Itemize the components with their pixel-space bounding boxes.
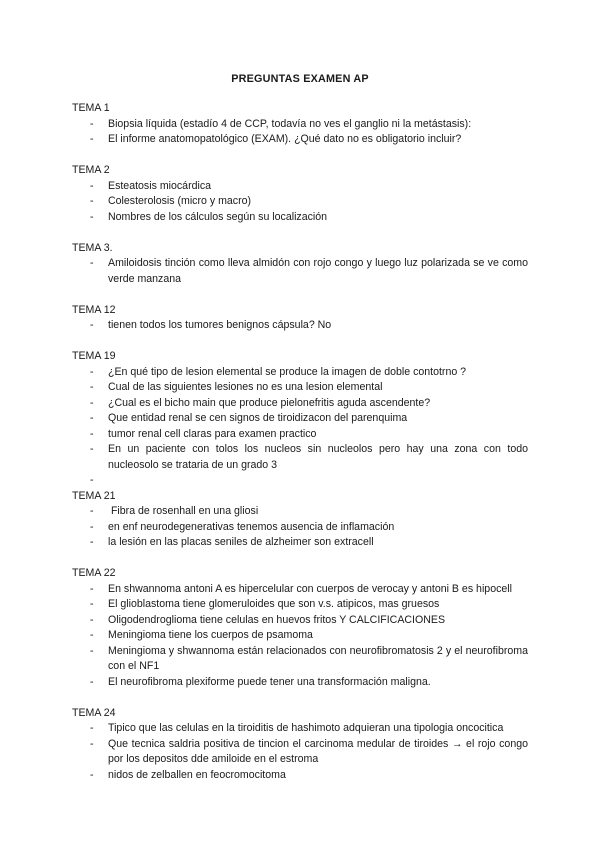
list-item-text: Esteatosis miocárdica: [108, 179, 212, 192]
list-item: [72, 117, 528, 133]
list-item-text: Tipico que las celulas en la tiroiditis de hashimoto adquieran una tipologia oncocitica: [108, 722, 504, 734]
list-item: [72, 427, 528, 443]
dash-bullet-icon: -: [90, 598, 94, 610]
section-tema-19: [72, 349, 528, 489]
list-item: [72, 179, 528, 195]
list-item: [72, 613, 528, 629]
list-item: [72, 442, 528, 473]
section-tema-24: [72, 706, 528, 784]
dash-bullet-icon: -: [90, 675, 94, 688]
section-tema-12: [72, 303, 528, 334]
list-item-text: Colesterolosis (micro y macro): [108, 195, 252, 207]
list-item-text: tumor renal cell claras para examen practico: [108, 427, 317, 440]
list-item: [72, 256, 528, 287]
dash-bullet-icon: -: [90, 613, 94, 626]
list-item-text: en enf neurodegenerativas tenemos ausencia de inflamación: [108, 520, 395, 533]
bullet-list: [72, 504, 528, 551]
section-tema-22: [72, 566, 528, 690]
dash-bullet-icon: -: [90, 443, 94, 455]
dash-bullet-icon: -: [90, 520, 94, 533]
bullet-list: [72, 721, 528, 783]
list-item: [72, 628, 528, 644]
list-item: [72, 721, 528, 737]
list-item-text: Fibra de rosenhall en una gliosi: [108, 505, 259, 517]
dash-bullet-icon: -: [90, 381, 94, 393]
bullet-list: [72, 179, 528, 226]
list-item: [72, 365, 528, 381]
section-tema-2: [72, 163, 528, 225]
document-body: [72, 101, 528, 799]
list-item-empty: [72, 473, 528, 489]
document-title: PREGUNTAS EXAMEN AP: [231, 73, 369, 85]
list-item-text: ¿Cual es el bicho main que produce pielonefritis aguda ascendente?: [108, 396, 431, 409]
dash-bullet-icon: -: [90, 179, 94, 192]
dash-bullet-icon: -: [90, 427, 94, 440]
bullet-list: [72, 117, 528, 148]
list-item: [72, 582, 528, 598]
list-item-text: Meningioma tiene los cuerpos de psamoma: [108, 629, 313, 641]
list-item: [72, 210, 528, 226]
list-item-text: El glioblastoma tiene glomeruloides que son v.s. atipicos, mas gruesos: [108, 598, 440, 610]
bullet-list: [72, 256, 528, 287]
list-item: [72, 318, 528, 334]
list-item: [72, 737, 528, 768]
list-item-text: Que tecnica saldria positiva de tincion el carcinoma medular de tiroides → el rojo congo por los depositos dde amiloide en el estroma: [108, 737, 528, 765]
bullet-list: [72, 582, 528, 691]
list-item-text: ¿En qué tipo de lesion elemental se produce la imagen de doble contotrno ?: [108, 365, 467, 378]
dash-bullet-icon: -: [90, 644, 94, 657]
dash-bullet-icon: -: [90, 396, 94, 409]
dash-bullet-icon: -: [90, 582, 94, 595]
list-item: [72, 380, 528, 396]
section-heading: TEMA 1: [72, 102, 110, 114]
list-item: [72, 520, 528, 536]
section-tema-3: [72, 241, 528, 288]
dash-bullet-icon: -: [90, 768, 94, 781]
section-heading: TEMA 12: [72, 303, 116, 316]
list-item-text: El neurofibroma plexiforme puede tener una transformación maligna.: [108, 675, 431, 688]
list-item: [72, 411, 528, 427]
list-item: [72, 768, 528, 784]
list-item: [72, 132, 528, 148]
bullet-list: [72, 318, 528, 334]
dash-bullet-icon: -: [90, 536, 94, 548]
list-item: [72, 675, 528, 691]
list-item-text: tienen todos los tumores benignos cápsula? No: [108, 319, 332, 331]
dash-bullet-icon: -: [90, 133, 94, 145]
list-item-text: En shwannoma antoni A es hipercelular con cuerpos de verocay y antoni B es hipocell: [108, 582, 512, 595]
section-heading: TEMA 21: [72, 489, 116, 502]
dash-bullet-icon: -: [90, 505, 94, 517]
bullet-list: [72, 365, 528, 489]
list-item-text: Meningioma y shwannoma están relacionados con neurofibromatosis 2 y el neurofibroma con el NF1: [108, 644, 528, 672]
dash-bullet-icon: -: [90, 195, 94, 207]
section-heading: TEMA 24: [72, 706, 116, 719]
dash-bullet-icon: -: [90, 365, 94, 378]
dash-bullet-icon: -: [90, 412, 94, 424]
section-tema-21: [72, 489, 528, 551]
dash-bullet-icon: -: [90, 117, 94, 130]
section-heading: TEMA 22: [72, 567, 116, 579]
list-item-text: Biopsia líquida (estadío 4 de CCP, todavía no ves el ganglio ni la metástasis):: [108, 117, 472, 130]
list-item-text: Amiloidosis tinción como lleva almidón con rojo congo y luego luz polarizada se ve como verde manzana: [108, 257, 528, 285]
dash-bullet-icon: -: [90, 319, 94, 331]
list-item-text: El informe anatomopatológico (EXAM). ¿Qué dato no es obligatorio incluir?: [108, 133, 462, 145]
dash-bullet-icon: -: [90, 257, 94, 269]
list-item: [72, 504, 528, 520]
dash-bullet-icon: -: [90, 474, 94, 486]
list-item-text: Que entidad renal se cen signos de tiroidizacon del parenquima: [108, 412, 408, 424]
section-heading: TEMA 19: [72, 350, 116, 362]
dash-bullet-icon: -: [90, 629, 94, 641]
section-tema-1: [72, 101, 528, 148]
list-item-text: En un paciente con tolos los nucleos sin nucleolos pero hay una zona con todo nucleosolo se trataria de un grado 3: [108, 443, 528, 471]
list-item: [72, 535, 528, 551]
list-item-text: la lesión en las placas seniles de alzheimer son extracell: [108, 536, 374, 548]
list-item-text: Nombres de los cálculos según su localización: [108, 210, 328, 223]
list-item: [72, 194, 528, 210]
list-item-text: nidos de zelballen en feocromocitoma: [108, 768, 286, 781]
list-item: [72, 597, 528, 613]
dash-bullet-icon: -: [90, 737, 94, 750]
list-item-text: Oligodendroglioma tiene celulas en huevos fritos Y CALCIFICACIONES: [108, 613, 446, 626]
list-item: [72, 644, 528, 675]
list-item-text: Cual de las siguientes lesiones no es una lesion elemental: [108, 381, 383, 393]
section-heading: TEMA 2: [72, 164, 110, 176]
dash-bullet-icon: -: [90, 210, 94, 223]
section-heading: TEMA 3.: [72, 241, 113, 254]
list-item: [72, 396, 528, 412]
dash-bullet-icon: -: [90, 722, 94, 734]
